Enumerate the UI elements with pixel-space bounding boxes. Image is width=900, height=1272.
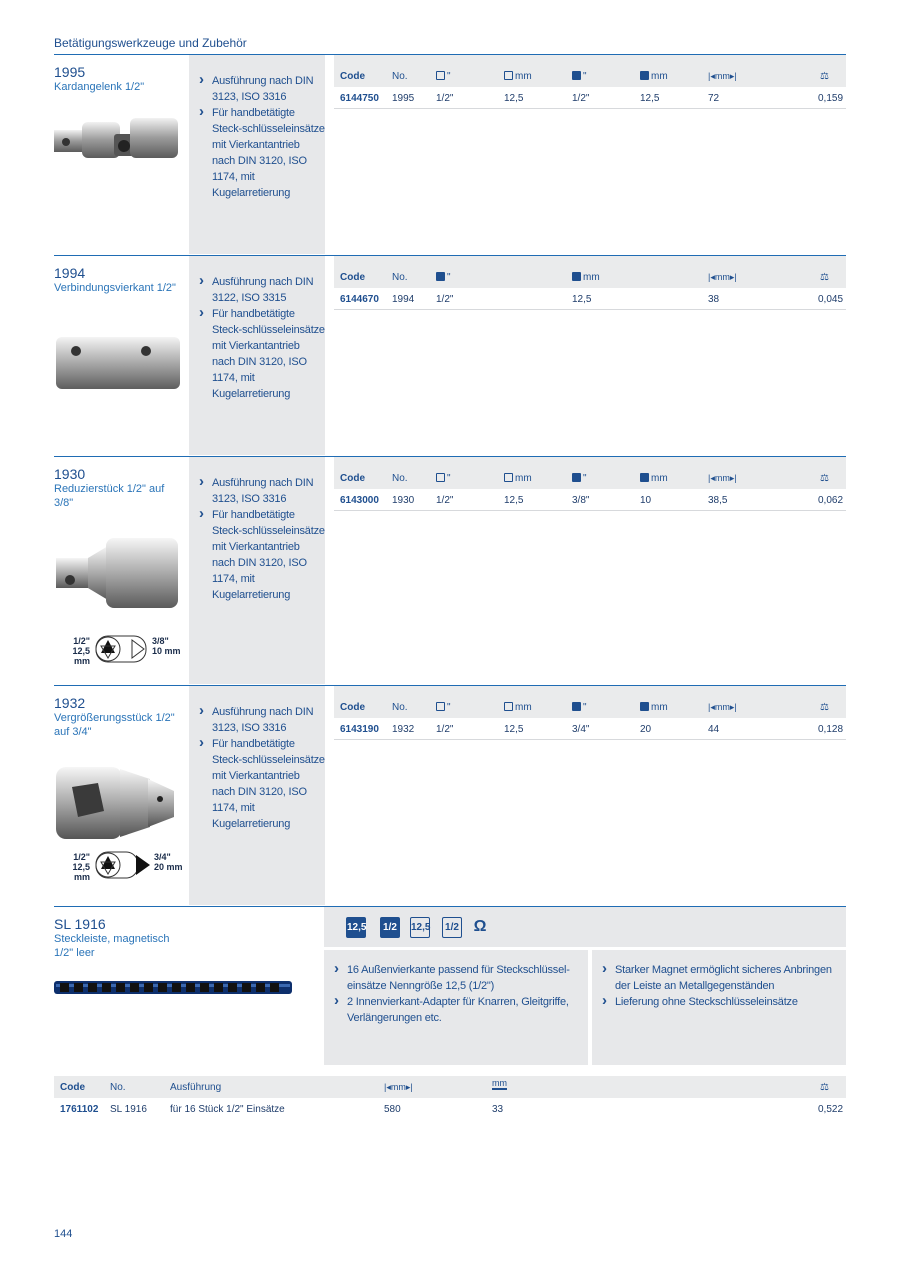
square-filled-icon — [572, 272, 581, 281]
cell-no: 1932 — [392, 724, 415, 735]
table-header — [334, 457, 846, 489]
col-outer-inch: " — [572, 71, 587, 82]
cell-code[interactable]: 6143190 — [340, 724, 379, 735]
col-code: Code — [340, 272, 365, 283]
product-description: Reduzierstück 1/2" auf 3/8" — [54, 483, 165, 509]
col-length: |◂mm▸| — [708, 272, 737, 282]
col-length: |◂mm▸| — [708, 71, 737, 81]
cell-inner-inch: 1/2" — [436, 93, 454, 104]
weight-icon: ⚖ — [820, 473, 829, 484]
col-inner-inch: " — [436, 71, 451, 82]
col-no: No. — [392, 71, 408, 82]
weight-icon: ⚖ — [820, 1082, 829, 1093]
table-row — [334, 718, 846, 740]
cell-length: 38 — [708, 294, 720, 305]
col-no: No. — [392, 473, 408, 484]
cell-inner-mm: 12,5 — [504, 93, 524, 104]
feature-item: › Für handbetätigte Steck-schlüsseleinsätze mit Vierkantantrieb nach DIN 3120, ISO 1174, mit Kugelarretierung — [199, 736, 325, 832]
col-length: |◂mm▸| — [708, 473, 737, 483]
cell-outer-mm: 12,5 — [572, 294, 592, 305]
cell-length: 44 — [708, 724, 720, 735]
cell-length: 38,5 — [708, 495, 728, 506]
product-table — [54, 1076, 846, 1120]
features-panel-left — [324, 950, 588, 1065]
cell-no: 1930 — [392, 495, 415, 506]
cell-no: SL 1916 — [110, 1104, 147, 1115]
product-table — [334, 256, 846, 310]
features-panel — [189, 256, 325, 455]
product-section-1994 — [54, 255, 846, 455]
weight-icon: ⚖ — [820, 71, 829, 82]
product-table — [334, 457, 846, 511]
product-photo — [54, 978, 294, 1001]
square-outline-icon — [504, 71, 513, 80]
square-outline-icon — [436, 702, 445, 711]
page-number: 144 — [54, 1228, 73, 1240]
feature-item: › Für handbetätigte Steck-schlüsseleinsätze mit Vierkantantrieb nach DIN 3120, ISO 1174, mit Kugelarretierung — [199, 507, 325, 603]
page-header: Betätigungswerkzeuge und Zubehör — [54, 36, 247, 50]
col-inner-mm: mm — [504, 702, 532, 713]
diagram-left-mm: 12,5 mm — [72, 646, 90, 666]
cell-inner-mm: 12,5 — [504, 724, 524, 735]
cell-outer-mm: 10 — [640, 495, 652, 506]
product-photo — [54, 335, 182, 394]
square-outline-icon — [504, 702, 513, 711]
product-photo — [54, 536, 182, 613]
cell-weight: 0,045 — [818, 294, 844, 305]
product-section-1932 — [54, 685, 846, 905]
col-length: |◂mm▸| — [708, 702, 737, 712]
table-row — [334, 288, 846, 310]
col-outer-inch: " — [572, 702, 587, 713]
col-code: Code — [340, 71, 365, 82]
cell-outer-inch: 1/2" — [572, 93, 590, 104]
product-section-1995 — [54, 54, 846, 254]
col-version: Ausführung — [170, 1082, 222, 1093]
col-outer-mm: mm — [640, 473, 668, 484]
product-number: 1995 — [54, 64, 86, 80]
product-description: Vergrößerungsstück 1/2" auf 3/4" — [54, 712, 175, 738]
table-header — [334, 256, 846, 288]
square-filled-icon — [640, 702, 649, 711]
table-header — [334, 686, 846, 718]
product-number: SL 1916 — [54, 916, 106, 932]
cell-version: für 16 Stück 1/2" Einsätze — [170, 1104, 285, 1115]
table-header — [334, 55, 846, 87]
cell-width: 33 — [492, 1104, 504, 1115]
cell-inner-mm: 12,5 — [504, 495, 524, 506]
product-photo — [54, 765, 182, 844]
features-panel-right — [592, 950, 846, 1065]
product-description: Steckleiste, magnetisch 1/2" leer — [54, 933, 170, 959]
badge-bar — [324, 907, 846, 947]
product-number: 1994 — [54, 265, 86, 281]
cell-weight: 0,062 — [818, 495, 844, 506]
drive-diagram — [60, 634, 190, 668]
cell-weight: 0,522 — [818, 1104, 844, 1115]
square-filled-icon — [640, 473, 649, 482]
cell-no: 1995 — [392, 93, 415, 104]
cell-weight: 0,159 — [818, 93, 844, 104]
feature-item: › Ausführung nach DIN 3122, ISO 3315 — [199, 274, 325, 306]
square-filled-icon — [572, 71, 581, 80]
product-table — [334, 686, 846, 740]
badge-half-inch-inner: 1/2 — [442, 917, 462, 938]
feature-item: › 2 Innenvierkant-Adapter für Knarren, Gleitgriffe, Verlängerungen etc. — [334, 994, 578, 1026]
diagram-right-inch: 3/4" — [154, 852, 171, 862]
cell-code[interactable]: 1761102 — [60, 1104, 99, 1115]
product-section-sl1916 — [54, 906, 846, 1136]
col-no: No. — [392, 272, 408, 283]
features-panel — [189, 457, 325, 684]
feature-item: › Ausführung nach DIN 3123, ISO 3316 — [199, 73, 325, 105]
badge-half-inch-outer: 1/2 — [380, 917, 400, 938]
cell-code[interactable]: 6144750 — [340, 93, 379, 104]
cell-outer-mm: 20 — [640, 724, 652, 735]
col-outer-inch: " — [436, 272, 451, 283]
diagram-right-mm: 20 mm — [154, 862, 183, 872]
diagram-left-inch: 1/2" — [73, 852, 90, 862]
cell-outer-inch: 3/8" — [572, 495, 590, 506]
cell-no: 1994 — [392, 294, 415, 305]
square-filled-icon — [640, 71, 649, 80]
weight-icon: ⚖ — [820, 702, 829, 713]
weight-icon: ⚖ — [820, 272, 829, 283]
col-outer-inch: " — [572, 473, 587, 484]
cell-outer-inch: 1/2" — [436, 294, 454, 305]
table-row — [54, 1098, 846, 1120]
feature-item: › Ausführung nach DIN 3123, ISO 3316 — [199, 704, 325, 736]
table-row — [334, 489, 846, 511]
cell-outer-inch: 3/4" — [572, 724, 590, 735]
col-code: Code — [60, 1082, 85, 1093]
feature-item: › Lieferung ohne Steckschlüsseleinsätze — [602, 994, 836, 1010]
col-code: Code — [340, 473, 365, 484]
cell-code[interactable]: 6143000 — [340, 495, 379, 506]
features-panel — [189, 686, 325, 905]
col-no: No. — [110, 1082, 126, 1093]
table-header — [54, 1076, 846, 1098]
cell-code[interactable]: 6144670 — [340, 294, 379, 305]
col-outer-mm: mm — [572, 272, 600, 283]
cell-inner-inch: 1/2" — [436, 495, 454, 506]
table-row — [334, 87, 846, 109]
square-filled-icon — [572, 473, 581, 482]
cell-outer-mm: 12,5 — [640, 93, 660, 104]
badge-12-5-outer: 12,5 — [346, 917, 366, 938]
col-length: |◂mm▸| — [384, 1082, 413, 1092]
square-filled-icon — [436, 272, 445, 281]
product-number: 1932 — [54, 695, 86, 711]
col-inner-inch: " — [436, 702, 451, 713]
product-description: Kardangelenk 1/2" — [54, 81, 145, 93]
feature-item: › Starker Magnet ermöglicht sicheres Anbringen der Leiste an Metallgegenständen — [602, 962, 836, 994]
diagram-left-mm: 12,5 mm — [72, 862, 90, 882]
product-section-1930 — [54, 456, 846, 684]
product-table — [334, 55, 846, 109]
features-panel — [189, 55, 325, 254]
product-number: 1930 — [54, 466, 86, 482]
square-outline-icon — [504, 473, 513, 482]
diagram-left-inch: 1/2" — [73, 636, 90, 646]
diagram-icon — [92, 850, 152, 880]
col-width: mm — [492, 1078, 507, 1088]
product-description: Verbindungsvierkant 1/2" — [54, 282, 176, 294]
col-inner-mm: mm — [504, 473, 532, 484]
diagram-right-inch: 3/8" — [152, 636, 169, 646]
feature-item: › Für handbetätigte Steck-schlüsseleinsätze mit Vierkantantrieb nach DIN 3120, ISO 1174, mit Kugelarretierung — [199, 306, 325, 402]
cell-weight: 0,128 — [818, 724, 844, 735]
cell-inner-inch: 1/2" — [436, 724, 454, 735]
product-photo — [54, 112, 182, 175]
cell-length: 580 — [384, 1104, 401, 1115]
col-outer-mm: mm — [640, 71, 668, 82]
diagram-right-mm: 10 mm — [152, 646, 181, 656]
feature-item: › 16 Außenvierkante passend für Steckschlüssel-einsätze Nenngröße 12,5 (1/2") — [334, 962, 578, 994]
square-outline-icon — [436, 71, 445, 80]
magnet-icon: Ω — [473, 918, 487, 935]
square-filled-icon — [572, 702, 581, 711]
col-code: Code — [340, 702, 365, 713]
feature-item: › Für handbetätigte Steck-schlüsseleinsätze mit Vierkantantrieb nach DIN 3120, ISO 1174, mit Kugelarretierung — [199, 105, 325, 201]
col-outer-mm: mm — [640, 702, 668, 713]
diagram-icon — [92, 634, 150, 664]
col-no: No. — [392, 702, 408, 713]
feature-item: › Ausführung nach DIN 3123, ISO 3316 — [199, 475, 325, 507]
drive-diagram — [60, 850, 190, 884]
square-outline-icon — [436, 473, 445, 482]
cell-length: 72 — [708, 93, 720, 104]
col-inner-inch: " — [436, 473, 451, 484]
badge-12-5-inner: 12,5 — [410, 917, 430, 938]
col-inner-mm: mm — [504, 71, 532, 82]
